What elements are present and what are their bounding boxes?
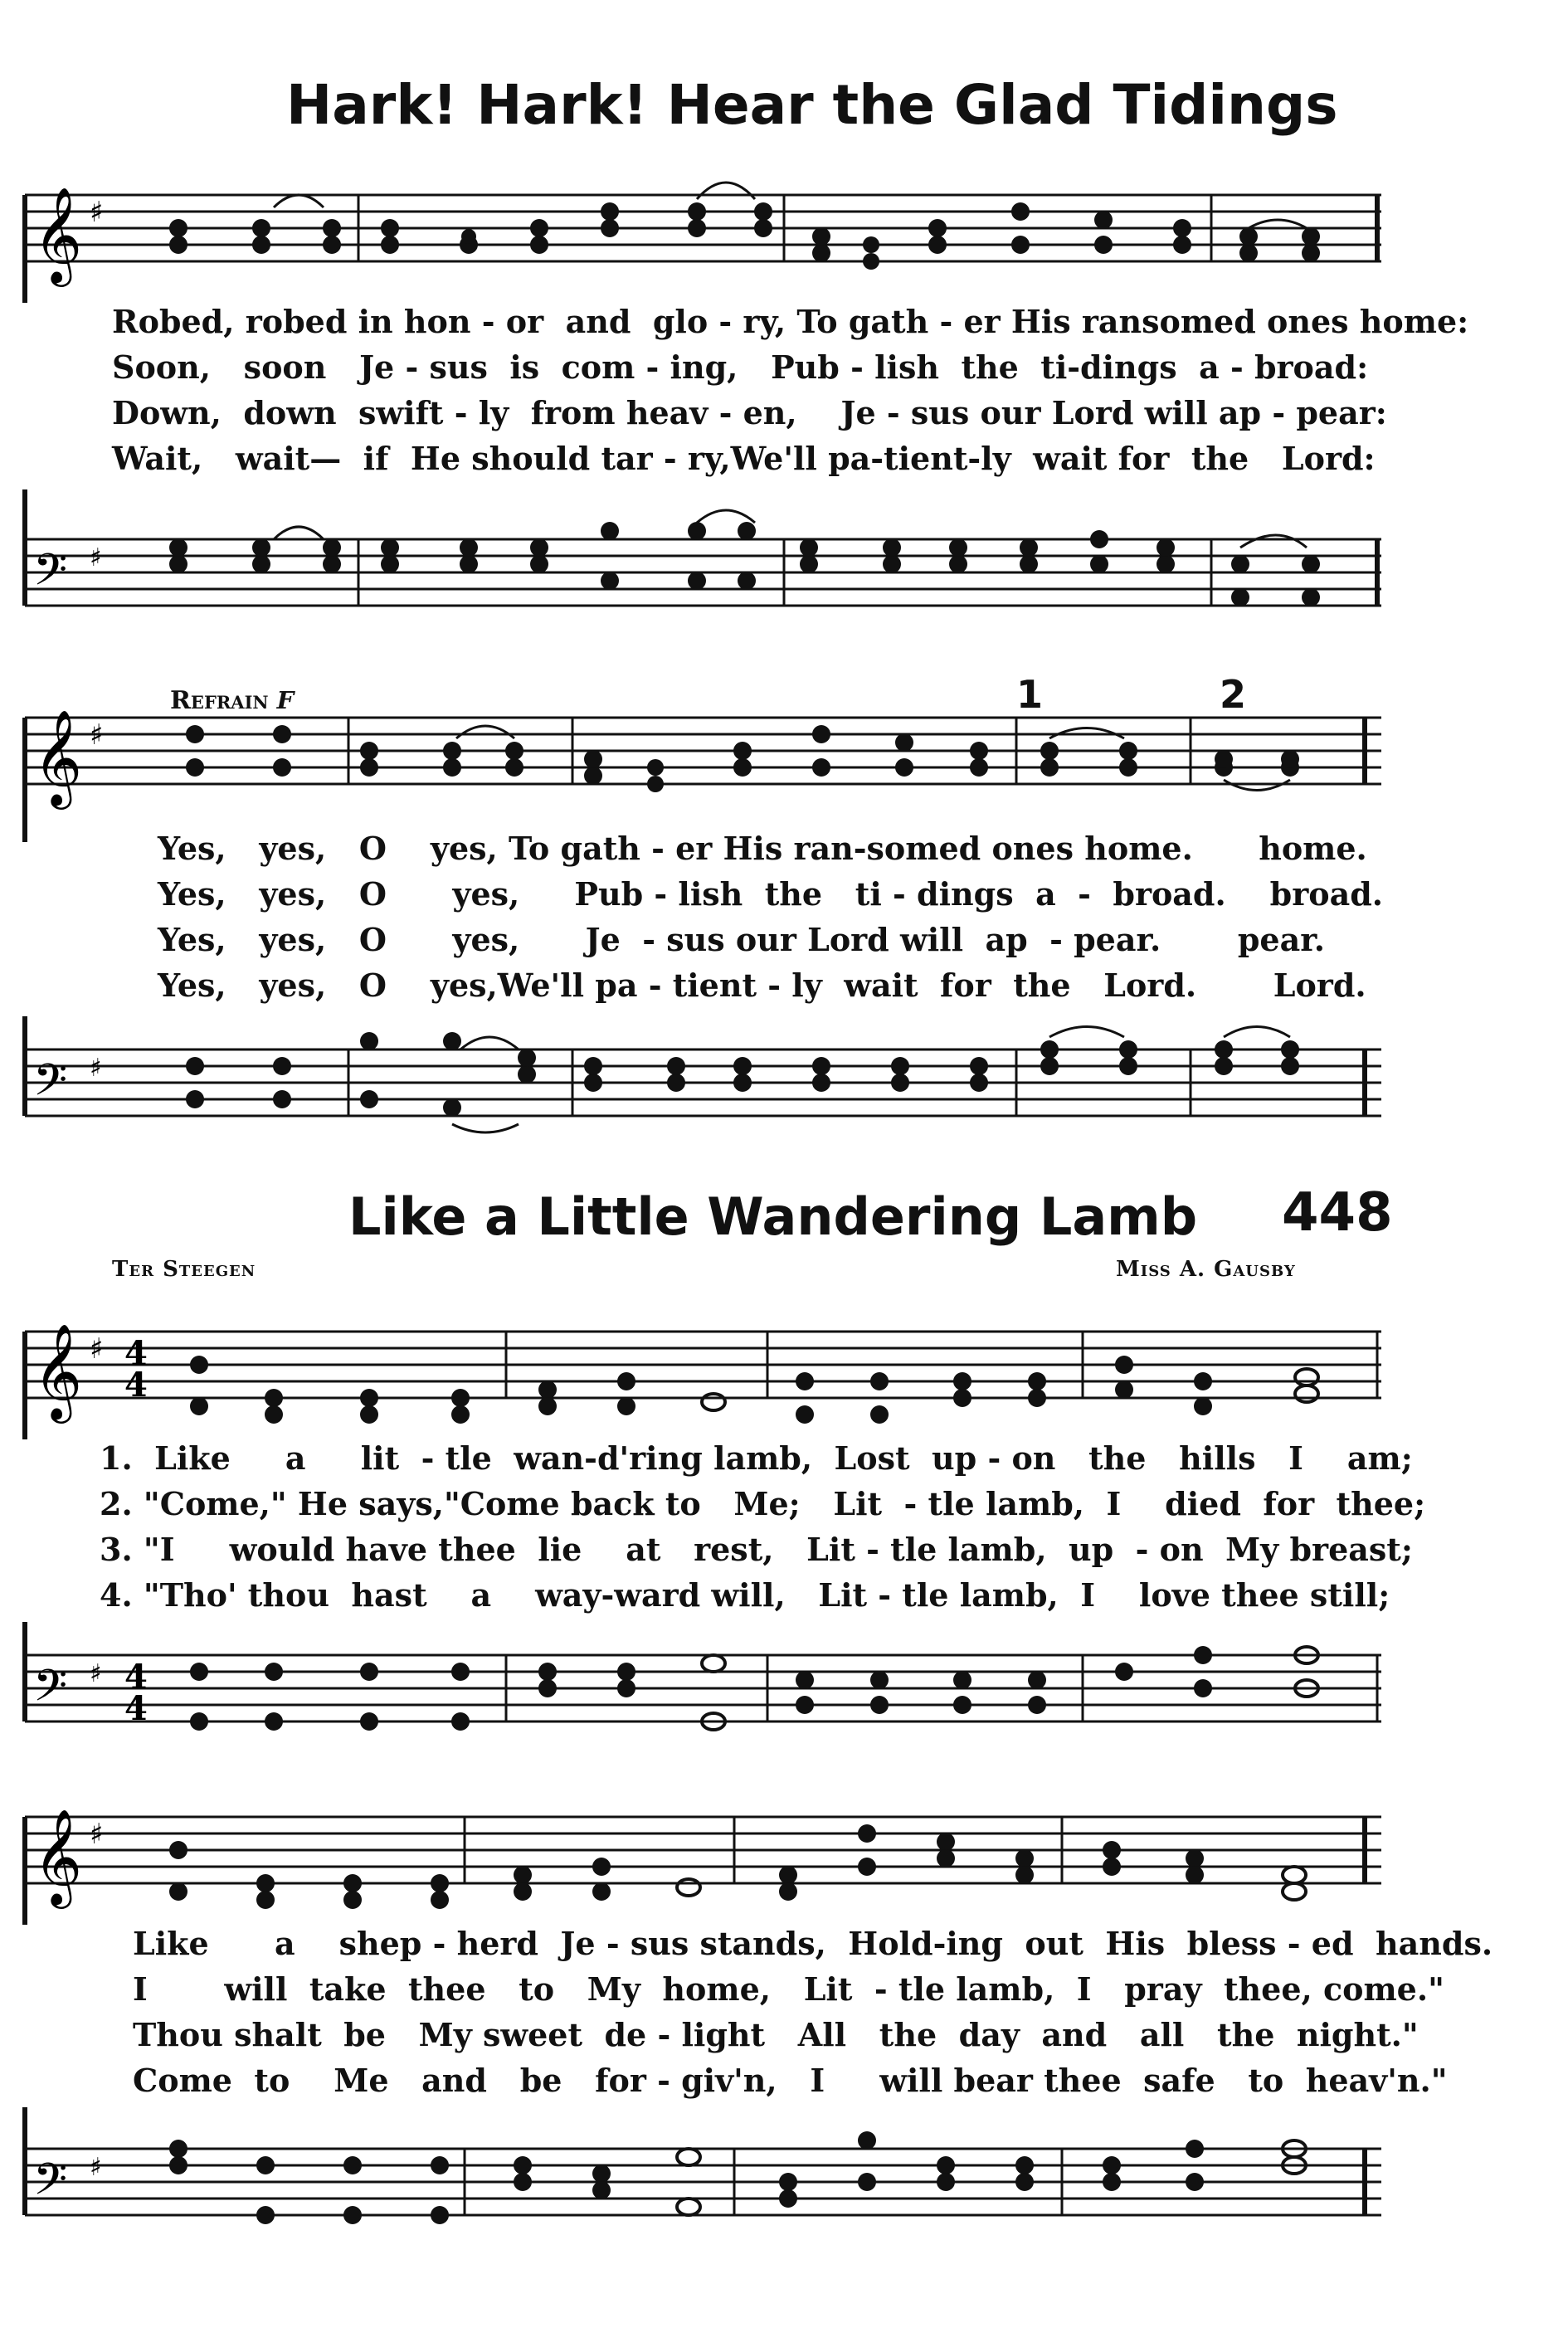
- verse-line-4: Wait, wait— if He should tar - ry,We'll pa-tient-ly wait for the Lord:: [112, 440, 1376, 477]
- svg-text:4: 4: [124, 1366, 148, 1405]
- music-staff-treble-448: [0, 1298, 1568, 1439]
- music-staff-treble: [0, 162, 1568, 303]
- refrain-line-1: Yes, yes, O yes, To gath - er His ran-somed ones home. home.: [158, 830, 1367, 867]
- music-staff-bass-448: [0, 1622, 1568, 1746]
- verse-line-1: Robed, robed in hon - or and glo - ry, To gath - er His ransomed ones home:: [112, 303, 1469, 340]
- hymn-title-448: Like a Little Wandering Lamb: [348, 1186, 1198, 1247]
- verse-448-line-2: 2. "Come," He says,"Come back to Me; Lit - tle lamb, I died for thee;: [100, 1485, 1426, 1522]
- forte-marking: f: [276, 676, 295, 717]
- hymn-number: 448: [1282, 1182, 1393, 1244]
- verse-448-line-7: Thou shalt be My sweet de - light All the day and all the night.": [133, 2016, 1419, 2053]
- verse-448-line-8: Come to Me and be for - giv'n, I will bear thee safe to heav'n.": [133, 2062, 1448, 2099]
- music-staff-treble-448-b: [0, 1784, 1568, 1925]
- svg-text:♯: ♯: [90, 718, 104, 752]
- svg-text:♯: ♯: [90, 1332, 104, 1366]
- verse-448-line-4: 4. "Tho' thou hast a way-ward will, Lit - tle lamb, I love thee still;: [100, 1576, 1390, 1614]
- svg-text:𝄞: 𝄞: [33, 1808, 83, 1905]
- svg-text:♯: ♯: [90, 2153, 102, 2182]
- refrain-line-4: Yes, yes, O yes,We'll pa - tient - ly wait for the Lord. Lord.: [158, 967, 1366, 1004]
- svg-text:4: 4: [124, 1689, 148, 1728]
- verse-448-line-1: 1. Like a lit - tle wan-d'ring lamb, Lost up - on the hills I am;: [100, 1439, 1413, 1477]
- svg-text:𝄞: 𝄞: [33, 186, 83, 283]
- music-staff-bass: [0, 489, 1568, 655]
- svg-text:♯: ♯: [90, 1818, 104, 1851]
- verse-448-line-3: 3. "I would have thee lie at rest, Lit - tle lamb, up - on My breast;: [100, 1531, 1413, 1568]
- author-credit: Ter Steegen: [112, 1257, 256, 1282]
- svg-text:♯: ♯: [90, 1054, 102, 1083]
- refrain-line-2: Yes, yes, O yes, Pub - lish the ti - dings a - broad. broad.: [158, 875, 1384, 913]
- music-staff-bass-448-b: [0, 2107, 1568, 2240]
- composer-credit: Miss A. Gausby: [1116, 1257, 1296, 1282]
- verse-448-line-5: Like a shep - herd Je - sus stands, Hold-ing out His bless - ed hands.: [133, 1925, 1493, 1962]
- ending-2: 2: [1220, 672, 1247, 717]
- refrain-line-3: Yes, yes, O yes, Je - sus our Lord will ap - pear. pear.: [158, 921, 1325, 958]
- svg-text:𝄞: 𝄞: [33, 709, 83, 806]
- svg-text:4: 4: [124, 1334, 148, 1373]
- svg-text:♯: ♯: [90, 543, 102, 572]
- svg-text:𝄢: 𝄢: [33, 1055, 68, 1117]
- ending-1: 1: [1016, 672, 1044, 717]
- verse-line-3: Down, down swift - ly from heav - en, Je - sus our Lord will ap - pear:: [112, 394, 1387, 431]
- svg-text:𝄢: 𝄢: [33, 545, 68, 606]
- music-staff-treble-refrain: [0, 701, 1568, 842]
- svg-text:♯: ♯: [90, 1659, 102, 1688]
- hymn-title: Hark! Hark! Hear the Glad Tidings: [286, 73, 1338, 137]
- svg-text:4: 4: [124, 1658, 148, 1697]
- verse-line-2: Soon, soon Je - sus is com - ing, Pub - lish the ti-dings a - broad:: [112, 348, 1369, 386]
- svg-text:𝄞: 𝄞: [33, 1322, 83, 1419]
- svg-text:𝄢: 𝄢: [33, 2155, 68, 2216]
- verse-448-line-6: I will take thee to My home, Lit - tle lamb, I pray thee, come.": [133, 1970, 1444, 2008]
- music-staff-bass-refrain: [0, 1016, 1568, 1157]
- refrain-label-text: Refrain: [170, 686, 269, 715]
- svg-text:𝄢: 𝄢: [33, 1661, 68, 1722]
- svg-text:♯: ♯: [90, 196, 104, 229]
